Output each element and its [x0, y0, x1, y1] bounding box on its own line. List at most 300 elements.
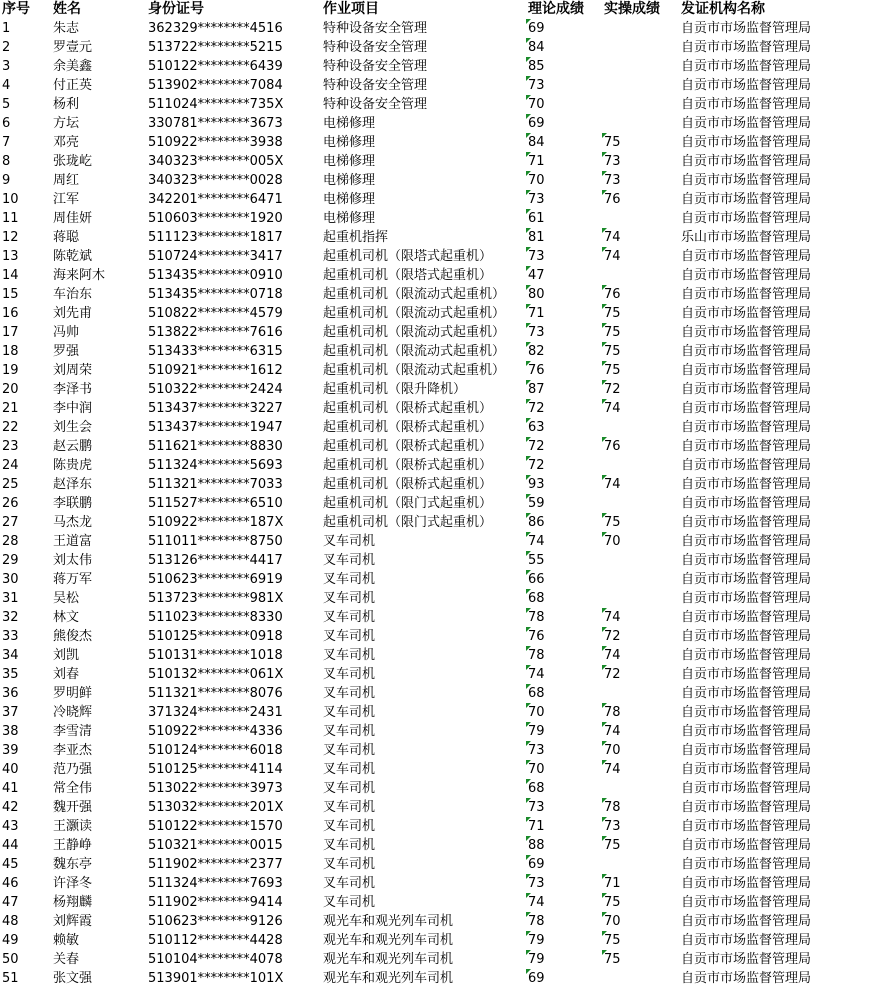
cell-id-number[interactable]: 510125********4114 [148, 762, 283, 777]
cell-issuing-authority[interactable]: 自贡市市场监督管理局 [681, 59, 812, 74]
cell-index[interactable]: 48 [2, 914, 19, 929]
cell-issuing-authority[interactable]: 自贡市市场监督管理局 [681, 895, 812, 910]
cell-issuing-authority[interactable]: 自贡市市场监督管理局 [681, 249, 812, 264]
cell-theory-score[interactable]: 73 [526, 874, 602, 893]
cell-theory-score[interactable]: 68 [526, 779, 602, 798]
cell-work-item[interactable]: 叉车司机 [323, 800, 376, 815]
cell-name[interactable]: 刘先甫 [53, 306, 93, 321]
cell-work-item[interactable]: 叉车司机 [323, 534, 376, 549]
cell-id-number[interactable]: 510104********4078 [148, 952, 283, 967]
cell-work-item[interactable]: 观光车和观光列车司机 [323, 933, 454, 948]
cell-issuing-authority[interactable]: 自贡市市场监督管理局 [681, 515, 812, 530]
cell-practical-score[interactable] [602, 95, 679, 114]
cell-id-number[interactable]: 340323********0028 [148, 173, 283, 188]
cell-issuing-authority[interactable]: 自贡市市场监督管理局 [681, 857, 812, 872]
cell-id-number[interactable]: 510132********061X [148, 667, 284, 682]
cell-name[interactable]: 陈贵虎 [53, 458, 93, 473]
cell-work-item[interactable]: 起重机司机（限桥式起重机） [323, 420, 493, 435]
cell-theory-score[interactable]: 72 [526, 437, 602, 456]
cell-id-number[interactable]: 513902********7084 [148, 78, 283, 93]
cell-issuing-authority[interactable]: 自贡市市场监督管理局 [681, 268, 812, 283]
cell-theory-score[interactable]: 78 [526, 646, 602, 665]
cell-name[interactable]: 海来阿木 [53, 268, 106, 283]
cell-index[interactable]: 12 [2, 230, 19, 245]
cell-name[interactable]: 刘凯 [53, 648, 80, 663]
cell-issuing-authority[interactable]: 自贡市市场监督管理局 [681, 21, 812, 36]
cell-issuing-authority[interactable]: 自贡市市场监督管理局 [681, 287, 812, 302]
cell-index[interactable]: 13 [2, 249, 19, 264]
cell-name[interactable]: 罗壹元 [53, 40, 93, 55]
cell-work-item[interactable]: 起重机司机（限门式起重机） [323, 515, 493, 530]
cell-theory-score[interactable]: 84 [526, 133, 602, 152]
cell-name[interactable]: 范乃强 [53, 762, 93, 777]
cell-issuing-authority[interactable]: 自贡市市场监督管理局 [681, 648, 812, 663]
cell-index[interactable]: 28 [2, 534, 19, 549]
cell-id-number[interactable]: 513435********0718 [148, 287, 283, 302]
cell-id-number[interactable]: 340323********005X [148, 154, 284, 169]
cell-practical-score[interactable]: 78 [602, 798, 679, 817]
cell-work-item[interactable]: 电梯修理 [323, 154, 376, 169]
cell-work-item[interactable]: 叉车司机 [323, 838, 376, 853]
cell-id-number[interactable]: 330781********3673 [148, 116, 283, 131]
cell-practical-score[interactable]: 75 [602, 931, 679, 950]
cell-practical-score[interactable]: 76 [602, 190, 679, 209]
cell-work-item[interactable]: 叉车司机 [323, 819, 376, 834]
cell-id-number[interactable]: 510131********1018 [148, 648, 283, 663]
cell-issuing-authority[interactable]: 自贡市市场监督管理局 [681, 914, 812, 929]
cell-id-number[interactable]: 510922********4336 [148, 724, 283, 739]
cell-name[interactable]: 常全伟 [53, 781, 93, 796]
cell-index[interactable]: 19 [2, 363, 19, 378]
cell-practical-score[interactable] [602, 76, 679, 95]
cell-id-number[interactable]: 510922********3938 [148, 135, 283, 150]
cell-issuing-authority[interactable]: 自贡市市场监督管理局 [681, 78, 812, 93]
cell-name[interactable]: 张珑屹 [53, 154, 93, 169]
cell-practical-score[interactable]: 71 [602, 874, 679, 893]
cell-id-number[interactable]: 513437********3227 [148, 401, 283, 416]
cell-issuing-authority[interactable]: 自贡市市场监督管理局 [681, 534, 812, 549]
cell-practical-score[interactable] [602, 114, 679, 133]
cell-id-number[interactable]: 511023********8330 [148, 610, 283, 625]
cell-name[interactable]: 周红 [53, 173, 80, 188]
cell-work-item[interactable]: 起重机司机（限门式起重机） [323, 496, 493, 511]
cell-index[interactable]: 20 [2, 382, 19, 397]
cell-name[interactable]: 陈乾斌 [53, 249, 93, 264]
cell-index[interactable]: 25 [2, 477, 19, 492]
cell-practical-score[interactable] [602, 418, 679, 437]
cell-id-number[interactable]: 513433********6315 [148, 344, 283, 359]
cell-work-item[interactable]: 电梯修理 [323, 211, 376, 226]
cell-issuing-authority[interactable]: 自贡市市场监督管理局 [681, 382, 812, 397]
cell-work-item[interactable]: 观光车和观光列车司机 [323, 914, 454, 929]
cell-practical-score[interactable]: 74 [602, 646, 679, 665]
cell-theory-score[interactable]: 78 [526, 608, 602, 627]
cell-theory-score[interactable]: 55 [526, 551, 602, 570]
cell-issuing-authority[interactable]: 自贡市市场监督管理局 [681, 800, 812, 815]
cell-index[interactable]: 10 [2, 192, 19, 207]
cell-index[interactable]: 29 [2, 553, 19, 568]
cell-theory-score[interactable]: 71 [526, 817, 602, 836]
cell-index[interactable]: 21 [2, 401, 19, 416]
cell-work-item[interactable]: 叉车司机 [323, 857, 376, 872]
cell-index[interactable]: 36 [2, 686, 19, 701]
cell-work-item[interactable]: 电梯修理 [323, 135, 376, 150]
cell-name[interactable]: 杨利 [53, 97, 80, 112]
cell-theory-score[interactable]: 87 [526, 380, 602, 399]
cell-work-item[interactable]: 特种设备安全管理 [323, 78, 428, 93]
cell-id-number[interactable]: 511527********6510 [148, 496, 283, 511]
cell-id-number[interactable]: 510112********4428 [148, 933, 283, 948]
cell-name[interactable]: 蒋聪 [53, 230, 80, 245]
cell-theory-score[interactable]: 79 [526, 931, 602, 950]
cell-name[interactable]: 王道富 [53, 534, 93, 549]
cell-index[interactable]: 43 [2, 819, 19, 834]
cell-id-number[interactable]: 510603********1920 [148, 211, 283, 226]
cell-practical-score[interactable]: 72 [602, 627, 679, 646]
cell-practical-score[interactable] [602, 19, 679, 38]
cell-index[interactable]: 16 [2, 306, 19, 321]
cell-work-item[interactable]: 叉车司机 [323, 686, 376, 701]
cell-theory-score[interactable]: 76 [526, 361, 602, 380]
cell-theory-score[interactable]: 71 [526, 152, 602, 171]
cell-issuing-authority[interactable]: 自贡市市场监督管理局 [681, 116, 812, 131]
cell-index[interactable]: 14 [2, 268, 19, 283]
cell-theory-score[interactable]: 81 [526, 228, 602, 247]
cell-id-number[interactable]: 362329********4516 [148, 21, 283, 36]
cell-issuing-authority[interactable]: 自贡市市场监督管理局 [681, 971, 812, 986]
cell-issuing-authority[interactable]: 乐山市市场监督管理局 [681, 230, 812, 245]
cell-id-number[interactable]: 510122********1570 [148, 819, 283, 834]
cell-id-number[interactable]: 511024********735X [148, 97, 284, 112]
cell-theory-score[interactable]: 68 [526, 684, 602, 703]
cell-name[interactable]: 马杰龙 [53, 515, 93, 530]
cell-theory-score[interactable]: 74 [526, 532, 602, 551]
cell-id-number[interactable]: 513126********4417 [148, 553, 283, 568]
cell-id-number[interactable]: 510623********6919 [148, 572, 283, 587]
cell-work-item[interactable]: 起重机司机（限流动式起重机） [323, 325, 506, 340]
cell-practical-score[interactable]: 74 [602, 722, 679, 741]
cell-work-item[interactable]: 叉车司机 [323, 553, 376, 568]
cell-name[interactable]: 李雪清 [53, 724, 93, 739]
cell-id-number[interactable]: 510921********1612 [148, 363, 283, 378]
cell-id-number[interactable]: 511324********7693 [148, 876, 283, 891]
cell-index[interactable]: 15 [2, 287, 19, 302]
cell-work-item[interactable]: 起重机司机（限塔式起重机） [323, 249, 493, 264]
cell-theory-score[interactable]: 88 [526, 836, 602, 855]
cell-issuing-authority[interactable]: 自贡市市场监督管理局 [681, 363, 812, 378]
cell-theory-score[interactable]: 66 [526, 570, 602, 589]
cell-practical-score[interactable]: 70 [602, 532, 679, 551]
cell-id-number[interactable]: 371324********2431 [148, 705, 283, 720]
cell-name[interactable]: 刘周荣 [53, 363, 93, 378]
cell-issuing-authority[interactable]: 自贡市市场监督管理局 [681, 629, 812, 644]
cell-theory-score[interactable]: 79 [526, 950, 602, 969]
cell-practical-score[interactable]: 75 [602, 950, 679, 969]
cell-name[interactable]: 李中润 [53, 401, 93, 416]
cell-index[interactable]: 37 [2, 705, 19, 720]
cell-theory-score[interactable]: 70 [526, 95, 602, 114]
cell-id-number[interactable]: 513437********1947 [148, 420, 283, 435]
cell-issuing-authority[interactable]: 自贡市市场监督管理局 [681, 97, 812, 112]
cell-issuing-authority[interactable]: 自贡市市场监督管理局 [681, 496, 812, 511]
cell-id-number[interactable]: 342201********6471 [148, 192, 283, 207]
cell-work-item[interactable]: 起重机指挥 [323, 230, 389, 245]
cell-practical-score[interactable]: 70 [602, 912, 679, 931]
cell-id-number[interactable]: 511324********5693 [148, 458, 283, 473]
cell-id-number[interactable]: 510125********0918 [148, 629, 283, 644]
cell-index[interactable]: 49 [2, 933, 19, 948]
cell-issuing-authority[interactable]: 自贡市市场监督管理局 [681, 838, 812, 853]
cell-theory-score[interactable]: 73 [526, 798, 602, 817]
cell-name[interactable]: 周佳妍 [53, 211, 93, 226]
cell-index[interactable]: 45 [2, 857, 19, 872]
cell-index[interactable]: 1 [2, 21, 11, 36]
cell-work-item[interactable]: 叉车司机 [323, 591, 376, 606]
cell-id-number[interactable]: 511902********2377 [148, 857, 283, 872]
cell-id-number[interactable]: 510321********0015 [148, 838, 283, 853]
cell-issuing-authority[interactable]: 自贡市市场监督管理局 [681, 154, 812, 169]
cell-id-number[interactable]: 513435********0910 [148, 268, 283, 283]
cell-work-item[interactable]: 起重机司机（限流动式起重机） [323, 287, 506, 302]
cell-index[interactable]: 47 [2, 895, 19, 910]
cell-issuing-authority[interactable]: 自贡市市场监督管理局 [681, 306, 812, 321]
cell-id-number[interactable]: 510322********2424 [148, 382, 283, 397]
header-cell-practical-score[interactable]: 实操成绩 [604, 1, 660, 17]
cell-work-item[interactable]: 特种设备安全管理 [323, 21, 428, 36]
cell-issuing-authority[interactable]: 自贡市市场监督管理局 [681, 553, 812, 568]
cell-practical-score[interactable]: 73 [602, 171, 679, 190]
cell-id-number[interactable]: 513822********7616 [148, 325, 283, 340]
cell-index[interactable]: 4 [2, 78, 11, 93]
header-cell-theory-score[interactable]: 理论成绩 [528, 1, 584, 17]
cell-name[interactable]: 赖敏 [53, 933, 80, 948]
cell-id-number[interactable]: 510623********9126 [148, 914, 283, 929]
cell-issuing-authority[interactable]: 自贡市市场监督管理局 [681, 686, 812, 701]
cell-name[interactable]: 魏东亭 [53, 857, 93, 872]
cell-id-number[interactable]: 513722********5215 [148, 40, 283, 55]
cell-work-item[interactable]: 叉车司机 [323, 762, 376, 777]
cell-index[interactable]: 5 [2, 97, 11, 112]
cell-issuing-authority[interactable]: 自贡市市场监督管理局 [681, 610, 812, 625]
cell-index[interactable]: 34 [2, 648, 19, 663]
cell-index[interactable]: 51 [2, 971, 19, 986]
cell-name[interactable]: 熊俊杰 [53, 629, 93, 644]
cell-index[interactable]: 30 [2, 572, 19, 587]
cell-work-item[interactable]: 叉车司机 [323, 876, 376, 891]
cell-id-number[interactable]: 513723********981X [148, 591, 284, 606]
cell-practical-score[interactable] [602, 779, 679, 798]
cell-index[interactable]: 9 [2, 173, 11, 188]
cell-index[interactable]: 7 [2, 135, 11, 150]
cell-practical-score[interactable] [602, 57, 679, 76]
cell-index[interactable]: 39 [2, 743, 19, 758]
cell-theory-score[interactable]: 70 [526, 703, 602, 722]
cell-name[interactable]: 车治东 [53, 287, 93, 302]
cell-name[interactable]: 刘春 [53, 667, 80, 682]
cell-name[interactable]: 刘太伟 [53, 553, 93, 568]
cell-theory-score[interactable]: 73 [526, 190, 602, 209]
cell-practical-score[interactable]: 70 [602, 741, 679, 760]
cell-practical-score[interactable] [602, 570, 679, 589]
cell-name[interactable]: 冷晓辉 [53, 705, 93, 720]
cell-work-item[interactable]: 叉车司机 [323, 895, 376, 910]
cell-issuing-authority[interactable]: 自贡市市场监督管理局 [681, 724, 812, 739]
cell-practical-score[interactable]: 72 [602, 665, 679, 684]
cell-name[interactable]: 林文 [53, 610, 80, 625]
cell-work-item[interactable]: 特种设备安全管理 [323, 97, 428, 112]
cell-name[interactable]: 刘生会 [53, 420, 93, 435]
cell-id-number[interactable]: 511902********9414 [148, 895, 283, 910]
header-cell-work-item[interactable]: 作业项目 [323, 1, 379, 17]
cell-work-item[interactable]: 叉车司机 [323, 781, 376, 796]
cell-theory-score[interactable]: 86 [526, 513, 602, 532]
cell-issuing-authority[interactable]: 自贡市市场监督管理局 [681, 876, 812, 891]
cell-name[interactable]: 方坛 [53, 116, 80, 131]
cell-practical-score[interactable] [602, 855, 679, 874]
cell-index[interactable]: 38 [2, 724, 19, 739]
cell-id-number[interactable]: 510822********4579 [148, 306, 283, 321]
cell-practical-score[interactable] [602, 494, 679, 513]
cell-practical-score[interactable]: 75 [602, 304, 679, 323]
cell-name[interactable]: 魏开强 [53, 800, 93, 815]
cell-issuing-authority[interactable]: 自贡市市场监督管理局 [681, 819, 812, 834]
cell-id-number[interactable]: 511011********8750 [148, 534, 283, 549]
cell-name[interactable]: 罗强 [53, 344, 80, 359]
cell-work-item[interactable]: 起重机司机（限桥式起重机） [323, 477, 493, 492]
cell-theory-score[interactable]: 80 [526, 285, 602, 304]
cell-practical-score[interactable] [602, 969, 679, 988]
cell-issuing-authority[interactable]: 自贡市市场监督管理局 [681, 344, 812, 359]
cell-work-item[interactable]: 起重机司机（限流动式起重机） [323, 306, 506, 321]
cell-practical-score[interactable] [602, 209, 679, 228]
cell-theory-score[interactable]: 59 [526, 494, 602, 513]
cell-practical-score[interactable]: 72 [602, 380, 679, 399]
cell-work-item[interactable]: 起重机司机（限流动式起重机） [323, 363, 506, 378]
cell-work-item[interactable]: 观光车和观光列车司机 [323, 952, 454, 967]
cell-issuing-authority[interactable]: 自贡市市场监督管理局 [681, 325, 812, 340]
cell-index[interactable]: 41 [2, 781, 19, 796]
cell-theory-score[interactable]: 93 [526, 475, 602, 494]
cell-work-item[interactable]: 叉车司机 [323, 743, 376, 758]
cell-theory-score[interactable]: 71 [526, 304, 602, 323]
cell-practical-score[interactable]: 74 [602, 475, 679, 494]
cell-theory-score[interactable]: 73 [526, 323, 602, 342]
cell-name[interactable]: 李亚杰 [53, 743, 93, 758]
cell-issuing-authority[interactable]: 自贡市市场监督管理局 [681, 705, 812, 720]
cell-theory-score[interactable]: 70 [526, 760, 602, 779]
cell-work-item[interactable]: 叉车司机 [323, 572, 376, 587]
cell-theory-score[interactable]: 69 [526, 855, 602, 874]
cell-index[interactable]: 6 [2, 116, 11, 131]
cell-work-item[interactable]: 电梯修理 [323, 173, 376, 188]
cell-practical-score[interactable]: 75 [602, 323, 679, 342]
cell-theory-score[interactable]: 78 [526, 912, 602, 931]
cell-index[interactable]: 17 [2, 325, 19, 340]
cell-id-number[interactable]: 513032********201X [148, 800, 284, 815]
cell-theory-score[interactable]: 63 [526, 418, 602, 437]
cell-issuing-authority[interactable]: 自贡市市场监督管理局 [681, 420, 812, 435]
cell-practical-score[interactable]: 75 [602, 361, 679, 380]
cell-theory-score[interactable]: 74 [526, 893, 602, 912]
cell-index[interactable]: 22 [2, 420, 19, 435]
cell-practical-score[interactable]: 76 [602, 285, 679, 304]
cell-index[interactable]: 24 [2, 458, 19, 473]
cell-name[interactable]: 杨翔麟 [53, 895, 93, 910]
cell-practical-score[interactable]: 78 [602, 703, 679, 722]
cell-name[interactable]: 赵泽东 [53, 477, 93, 492]
header-cell-id-number[interactable]: 身份证号 [148, 1, 204, 17]
cell-practical-score[interactable]: 75 [602, 133, 679, 152]
cell-work-item[interactable]: 叉车司机 [323, 629, 376, 644]
cell-name[interactable]: 江军 [53, 192, 80, 207]
cell-index[interactable]: 3 [2, 59, 11, 74]
cell-id-number[interactable]: 510724********3417 [148, 249, 283, 264]
cell-index[interactable]: 11 [2, 211, 19, 226]
cell-name[interactable]: 付正英 [53, 78, 93, 93]
cell-issuing-authority[interactable]: 自贡市市场监督管理局 [681, 933, 812, 948]
cell-theory-score[interactable]: 69 [526, 19, 602, 38]
cell-practical-score[interactable] [602, 456, 679, 475]
cell-practical-score[interactable]: 74 [602, 760, 679, 779]
cell-name[interactable]: 王静峥 [53, 838, 93, 853]
cell-theory-score[interactable]: 82 [526, 342, 602, 361]
cell-name[interactable]: 赵云鹏 [53, 439, 93, 454]
cell-theory-score[interactable]: 74 [526, 665, 602, 684]
cell-theory-score[interactable]: 72 [526, 456, 602, 475]
cell-issuing-authority[interactable]: 自贡市市场监督管理局 [681, 952, 812, 967]
cell-name[interactable]: 吴松 [53, 591, 80, 606]
cell-theory-score[interactable]: 61 [526, 209, 602, 228]
cell-work-item[interactable]: 特种设备安全管理 [323, 40, 428, 55]
cell-id-number[interactable]: 510124********6018 [148, 743, 283, 758]
cell-name[interactable]: 邓亮 [53, 135, 80, 150]
cell-id-number[interactable]: 513901********101X [148, 971, 284, 986]
cell-issuing-authority[interactable]: 自贡市市场监督管理局 [681, 477, 812, 492]
cell-index[interactable]: 18 [2, 344, 19, 359]
cell-work-item[interactable]: 叉车司机 [323, 610, 376, 625]
cell-practical-score[interactable]: 75 [602, 893, 679, 912]
cell-name[interactable]: 罗明鲜 [53, 686, 93, 701]
cell-theory-score[interactable]: 73 [526, 247, 602, 266]
cell-issuing-authority[interactable]: 自贡市市场监督管理局 [681, 135, 812, 150]
cell-index[interactable]: 23 [2, 439, 19, 454]
cell-practical-score[interactable]: 76 [602, 437, 679, 456]
header-cell-index[interactable]: 序号 [2, 1, 30, 17]
cell-work-item[interactable]: 起重机司机（限桥式起重机） [323, 401, 493, 416]
cell-work-item[interactable]: 电梯修理 [323, 116, 376, 131]
cell-issuing-authority[interactable]: 自贡市市场监督管理局 [681, 458, 812, 473]
cell-name[interactable]: 蒋万军 [53, 572, 93, 587]
cell-index[interactable]: 40 [2, 762, 19, 777]
cell-issuing-authority[interactable]: 自贡市市场监督管理局 [681, 743, 812, 758]
cell-work-item[interactable]: 叉车司机 [323, 724, 376, 739]
cell-practical-score[interactable]: 74 [602, 399, 679, 418]
cell-id-number[interactable]: 511321********8076 [148, 686, 283, 701]
cell-practical-score[interactable] [602, 551, 679, 570]
cell-practical-score[interactable] [602, 589, 679, 608]
cell-index[interactable]: 27 [2, 515, 19, 530]
cell-theory-score[interactable]: 47 [526, 266, 602, 285]
cell-work-item[interactable]: 起重机司机（限流动式起重机） [323, 344, 506, 359]
cell-index[interactable]: 2 [2, 40, 11, 55]
cell-practical-score[interactable]: 73 [602, 817, 679, 836]
cell-practical-score[interactable] [602, 684, 679, 703]
cell-name[interactable]: 王灏读 [53, 819, 93, 834]
cell-issuing-authority[interactable]: 自贡市市场监督管理局 [681, 572, 812, 587]
cell-issuing-authority[interactable]: 自贡市市场监督管理局 [681, 401, 812, 416]
cell-practical-score[interactable] [602, 38, 679, 57]
cell-theory-score[interactable]: 70 [526, 171, 602, 190]
